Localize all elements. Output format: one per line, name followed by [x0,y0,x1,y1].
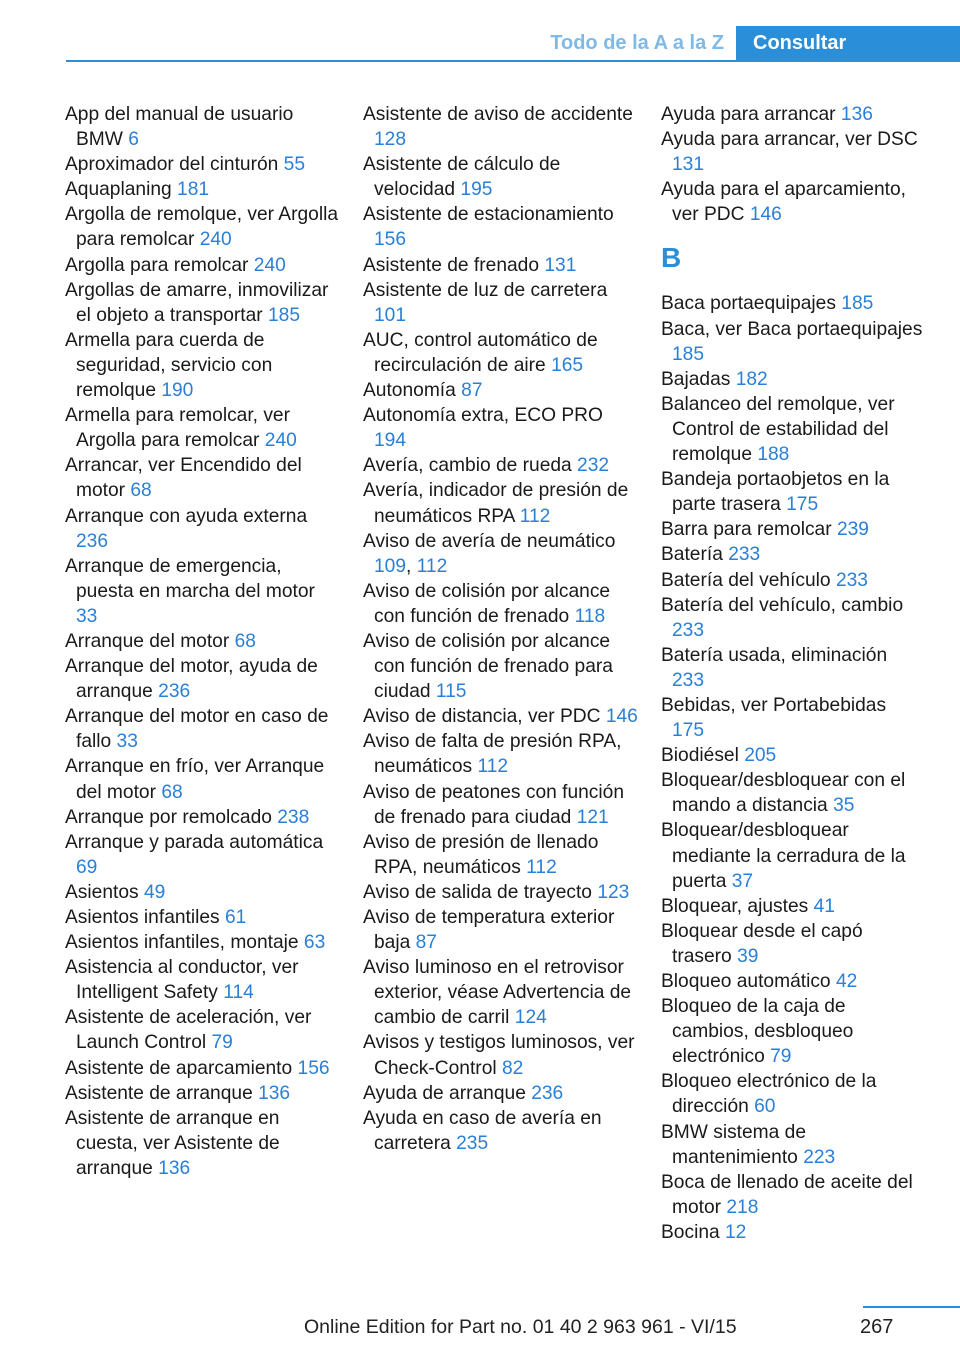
index-entry-term: Ayuda para arrancar, ver DSC [661,129,918,151]
page-link[interactable]: 175 [672,720,705,742]
index-entry-term: Ayuda para arrancar [661,104,836,125]
index-entry-term: Batería del vehículo, cambio [661,594,904,616]
page-link[interactable]: 109 [374,555,407,577]
index-entry-term: Bajadas [661,368,731,390]
index-entry [65,754,340,804]
page-link[interactable]: 190 [161,380,194,402]
index-entry-term: Arranque por remolcado [65,806,272,828]
index-entry-term: Arranque del motor [65,630,230,652]
index-entry-term: Aviso de avería de neumático [363,530,616,552]
page-link[interactable]: 232 [577,455,610,477]
index-entry-term: Argolla de remolque, ver Argolla para remolcar [65,204,339,251]
index-entry-term: Bloquear/desbloquear mediante la cerradura de la puerta [661,820,906,892]
index-entry [661,467,923,517]
page-link[interactable]: 12 [725,1221,747,1243]
page-link[interactable]: 156 [374,229,407,251]
index-entry [65,1106,340,1181]
page-link[interactable]: 185 [841,293,874,315]
index-entry [363,1081,638,1106]
index-entry-term: Asistente de cálculo de velocidad [363,154,561,201]
index-entry-term: Aquaplaning [65,179,172,201]
index-entry-term: AUC, control automático de recirculación de aire [363,329,598,376]
index-entry [65,1081,340,1106]
page-link[interactable]: 41 [813,895,835,917]
index-entry [363,629,638,704]
page-link[interactable]: 60 [754,1096,776,1118]
index-entry [65,704,340,754]
page-link[interactable]: 146 [749,204,782,226]
page-link[interactable]: 82 [501,1057,524,1079]
page-link[interactable]: 63 [303,932,326,954]
index-entry-term: Aviso luminoso en el retrovisor exterior, véase Advertencia de cambio de carril [363,957,632,1029]
index-entry-term: Asistente de arranque en cuesta, ver Asistente de arranque [65,1107,280,1179]
index-entry-term: Ayuda para el aparcamiento, ver PDC [661,179,906,226]
index-entry-term: Asistente de luz de carretera [363,279,608,301]
page-link[interactable]: 35 [833,795,855,817]
page-link[interactable]: 175 [786,494,819,516]
index-entry [661,542,923,567]
index-entry-term: Bocina [661,1221,720,1243]
index-entry [661,1220,923,1245]
index-entry-term: Bloquear desde el capó trasero [661,920,863,967]
page-link[interactable]: 128 [374,129,407,151]
page-link[interactable]: 185 [268,304,301,326]
index-entry-term: Avería, cambio de rueda [363,455,572,477]
index-entry [661,919,923,969]
index-entry [661,693,923,743]
index-entry [65,102,340,152]
footer-divider [863,1306,960,1308]
page-link[interactable]: 165 [551,354,584,376]
index-entry [363,328,638,378]
index-entry-term: Bandeja portaobjetos en la parte trasera [661,469,890,516]
index-entry-term: Autonomía extra, ECO PRO [363,405,603,427]
index-entry [363,278,638,328]
page-link[interactable]: 218 [726,1196,759,1218]
index-entry [363,780,638,830]
index-entry-term: Bebidas, ver Portabebidas [661,694,887,716]
index-entry [65,152,340,177]
page-link[interactable]: 131 [544,254,577,276]
page-link[interactable]: 39 [737,945,759,967]
index-entry [65,403,340,453]
page-link[interactable]: 37 [731,870,754,892]
page-link[interactable]: 146 [605,706,638,728]
page-link[interactable]: 68 [130,480,152,502]
index-entry [363,403,638,453]
page-link[interactable]: 156 [297,1057,330,1079]
edition-footer: Online Edition for Part no. 01 40 2 963 961 - VI/15 [304,1316,737,1338]
page-link[interactable]: 79 [211,1032,233,1054]
page-link[interactable]: 114 [223,982,254,1004]
page-link[interactable]: 239 [836,519,869,541]
page-link[interactable]: 181 [177,179,210,201]
page-link[interactable]: 188 [757,444,790,466]
index-entry [65,177,340,202]
index-entry [661,317,923,367]
index-entry [65,930,340,955]
index-column-2 [363,102,638,1156]
index-entry-term: Aviso de presión de llenado RPA, neumáticos [363,831,599,878]
page-link[interactable]: 33 [116,731,138,753]
index-entry-term: Armella para remolcar, ver Argolla para remolcar [65,405,290,452]
page-link[interactable]: 136 [258,1082,291,1104]
index-entry-term: Argolla para remolcar [65,254,249,276]
index-entry-term: Aviso de temperatura exterior baja [363,907,615,954]
page-link[interactable]: 124 [514,1007,547,1029]
index-entry [661,367,923,392]
index-entry [661,969,923,994]
index-entry-term: Asistente de frenado [363,254,540,276]
index-entry [363,253,638,278]
index-entry [65,905,340,930]
page-link[interactable]: 55 [283,154,305,176]
page-link[interactable]: 112 [519,505,551,527]
index-entry-term: Arranque con ayuda externa [65,505,308,527]
page-link[interactable]: 233 [672,619,705,641]
index-entry-term: Arrancar, ver Encendido del motor [65,455,302,502]
index-entry [363,880,638,905]
page-link[interactable]: 112 [477,756,509,778]
index-entry [661,568,923,593]
index-entry [363,1106,638,1156]
index-entry-term: Aviso de colisión por alcance con función de frenado [363,580,611,627]
index-entry [661,392,923,467]
index-entry [661,1069,923,1119]
index-entry [661,818,923,893]
page-link[interactable]: 194 [374,430,407,452]
index-entry [65,654,340,704]
index-entry [661,994,923,1069]
index-entry [363,152,638,202]
index-entry [65,805,340,830]
index-entry [363,704,638,729]
index-entry-term: Arranque de emergencia, puesta en marcha del motor [65,555,315,602]
page-number: 267 [860,1316,894,1338]
index-entry [65,253,340,278]
index-entry [65,1005,340,1055]
index-entry-term: Boca de llenado de aceite del motor [661,1171,913,1218]
tab-todo-de-la-a-a-la-z[interactable]: Todo de la A a la Z [550,32,724,54]
page-link[interactable]: 205 [744,745,777,767]
page-link[interactable]: 123 [597,881,630,903]
index-entry-term: Armella para cuerda de seguridad, servicio con remolque [65,329,273,402]
index-entry [661,291,923,316]
index-entry [661,1170,923,1220]
page-link[interactable]: 233 [728,544,761,566]
index-entry-term: Aviso de falta de presión RPA, neumáticos [363,731,622,778]
page-link[interactable]: 136 [840,104,873,125]
tab-consultar[interactable]: Consultar [736,26,960,62]
page-link[interactable]: 68 [234,630,256,652]
index-entry-term: Asistente de aparcamiento [65,1057,293,1079]
index-entry-term: Asientos [65,881,139,903]
page-link[interactable]: 236 [76,530,109,552]
page-link[interactable]: 87 [415,932,437,954]
index-column-3 [661,102,923,1245]
index-entry-term: Barra para remolcar [661,519,832,541]
index-entry-term: Aproximador del cinturón [65,154,279,176]
index-entry [363,905,638,955]
index-entry [661,894,923,919]
index-entry-term: Aviso de salida de trayecto [363,881,592,903]
index-entry [65,955,340,1005]
index-entry-term: Asistente de aceleración, ver Launch Control [65,1007,312,1054]
index-entry: Aviso de avería de neumático 109, 112 [363,530,616,577]
page-link[interactable]: 118 [574,605,606,627]
index-entry [65,504,340,554]
index-entry-term: Asistencia al conductor, ver Intelligent Safety [65,957,299,1004]
index-entry [661,127,923,177]
index-entry [65,202,340,252]
index-entry-term: Bloqueo electrónico de la dirección [661,1071,877,1118]
index-entry [65,278,340,328]
index-entry-term: Arranque en frío, ver Arranque del motor [65,756,325,803]
page-link[interactable]: 33 [76,605,98,627]
index-entry-term: Bloquear, ajustes [661,895,809,917]
page-link[interactable]: 240 [199,229,232,251]
index-entry-term: Asientos infantiles, montaje [65,932,299,954]
index-entry-term: Bloqueo de la caja de cambios, desbloqueo electrónico [661,996,854,1068]
index-entry-term: Avisos y testigos luminosos, ver Check-Control [363,1032,635,1079]
section-letter: B [661,242,682,274]
page-link[interactable]: 223 [803,1146,836,1168]
index-entry-term: Arranque y parada automática [65,831,324,853]
index-entry-term: Bloqueo automático [661,971,831,992]
index-entry [661,743,923,768]
page-link[interactable]: 240 [264,430,297,452]
index-entry [661,517,923,542]
index-entry [65,328,340,403]
index-entry [363,729,638,779]
page-link[interactable]: 61 [225,907,247,928]
index-column-1 [65,102,340,1181]
page-link[interactable]: 233 [835,569,868,591]
index-entry [363,378,638,403]
page-link[interactable]: 42 [835,971,858,992]
index-entry-term: Batería usada, eliminación [661,644,888,666]
index-entry [661,177,923,227]
index-entry-term: App del manual de usuario BMW [65,104,294,151]
index-entry-term: Baca portaequipajes [661,293,836,315]
page-link[interactable]: 131 [672,154,705,176]
index-entry [65,629,340,654]
index-entry-term: Arranque del motor, ayuda de arranque [65,656,318,703]
page-link[interactable]: 233 [672,669,705,691]
index-entry [65,1056,340,1081]
index-entry [661,593,923,643]
page-link[interactable]: 236 [158,681,191,703]
page-link[interactable]: 112 [416,555,448,577]
index-entry [363,478,638,528]
index-entry-term: Bloquear/desbloquear con el mando a distancia [661,770,906,817]
page-link[interactable]: 195 [460,179,493,201]
index-entry-term: Batería [661,544,723,566]
page-link[interactable]: 79 [770,1046,792,1068]
index-entry-term: Aviso de distancia, ver PDC [363,706,601,728]
index-entry-term: Balanceo del remolque, ver Control de estabilidad del remolque [661,393,895,466]
index-entry [363,955,638,1030]
page-link[interactable]: 68 [161,781,183,803]
page-link[interactable]: 121 [576,806,609,828]
index-entry [363,202,638,252]
index-entry-term: Baca, ver Baca portaequipajes [661,318,923,340]
index-entry [65,453,340,503]
index-entry-term: Ayuda de arranque [363,1082,526,1104]
index-entry-term: Asistente de arranque [65,1082,253,1104]
page-link[interactable]: 69 [76,856,98,878]
index-entry [65,880,340,905]
index-entry-term: BMW sistema de mantenimiento [661,1121,807,1168]
index-entry-term: Asistente de estacionamiento [363,204,614,226]
page-link[interactable]: 49 [143,881,166,903]
index-entry [363,579,638,629]
index-entry [661,768,923,818]
page-link[interactable]: 6 [128,129,139,151]
index-entry-term: Aviso de colisión por alcance con función de frenado para ciudad [363,630,613,703]
index-entry [661,102,923,127]
index-entry [363,1030,638,1080]
page-link[interactable]: 112 [526,856,557,878]
page-link[interactable]: 182 [735,368,768,390]
page-link[interactable]: 236 [531,1082,564,1104]
header-divider [66,60,960,62]
index-entry-term: Ayuda en caso de avería en carretera [363,1107,602,1154]
index-entry-term: Asientos infantiles [65,907,220,928]
page-link[interactable]: 238 [277,806,310,828]
page-link[interactable]: 115 [435,681,467,703]
page-link[interactable]: 101 [374,304,407,326]
index-entry-term: Arranque del motor en caso de fallo [65,706,329,753]
index-entry-term: Batería del vehículo [661,569,831,591]
index-entry-term: Argollas de amarre, inmovilizar el objeto a transportar [65,279,329,326]
page-link[interactable]: 185 [672,343,705,365]
index-entry [363,453,638,478]
index-entry [661,643,923,693]
index-entry [363,102,638,152]
page-link[interactable]: 240 [253,254,286,276]
index-entry-term: Aviso de peatones con función de frenado para ciudad [363,781,624,828]
page-link[interactable]: 87 [461,380,483,402]
index-entry [661,1120,923,1170]
index-entry [65,554,340,629]
index-entry [65,830,340,880]
index-entry-term: Asistente de aviso de accidente [363,104,633,125]
index-entry-term: Avería, indicador de presión de neumáticos RPA [363,480,629,527]
index-entry-term: Biodiésel [661,745,739,767]
page-link[interactable]: 235 [456,1132,489,1154]
index-entry-term: Autonomía [363,380,456,402]
index-entry [363,830,638,880]
page-link[interactable]: 136 [158,1157,191,1179]
